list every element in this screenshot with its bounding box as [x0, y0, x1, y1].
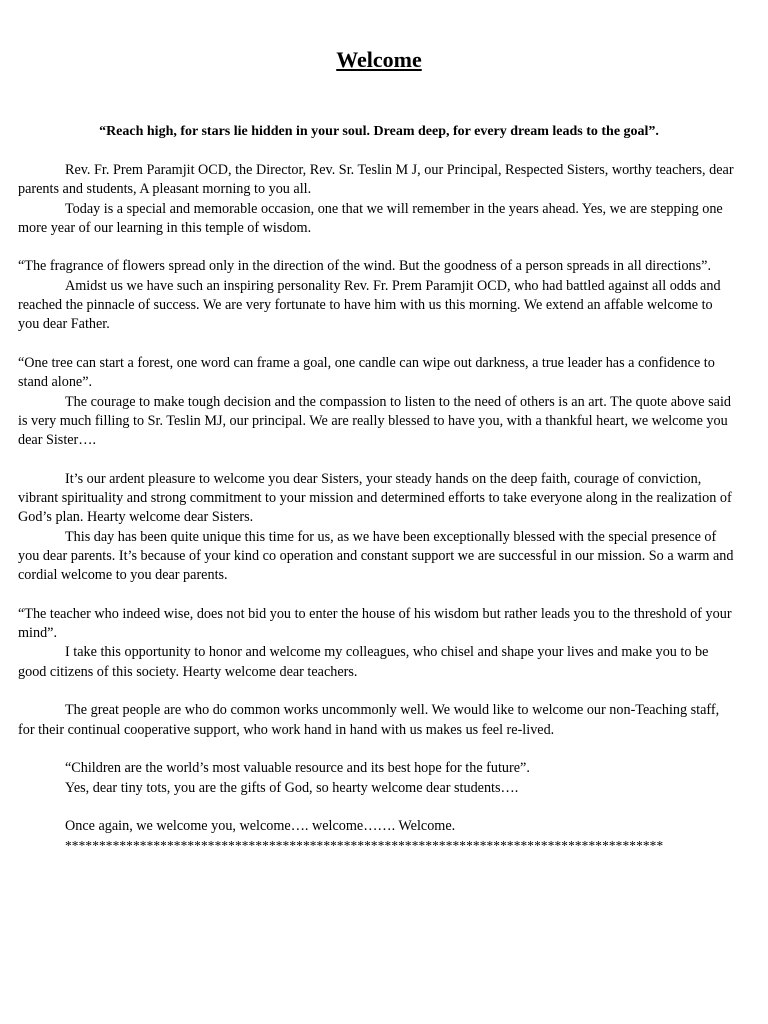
- asterisk-divider: ****************************************************************************************: [65, 838, 664, 854]
- spacer: [18, 798, 736, 817]
- leader-quote: “One tree can start a forest, one word can frame a goal, one candle can wipe out darkness, a true leader has a confidence to stand alone”.: [18, 354, 715, 391]
- spacer: [18, 586, 736, 605]
- fragrance-quote: “The fragrance of flowers spread only in the direction of the wind. But the goodness of a person spreads in all directions”.: [18, 258, 712, 275]
- spacer: [18, 335, 736, 354]
- greeting-paragraph: Rev. Fr. Prem Paramjit OCD, the Director, Rev. Sr. Teslin M J, our Principal, Respected Sisters, worthy teachers, dear parents and students, A pleasant morning to you all.: [18, 162, 734, 198]
- director-welcome-paragraph: Amidst us we have such an inspiring personality Rev. Fr. Prem Paramjit OCD, who had battled against all odds and reached the pinnacle of success. We are very fortunate to have him with us this morning. We extend an affable welcome to you dear Father.: [18, 277, 721, 333]
- spacer: [18, 450, 736, 469]
- staff-welcome-paragraph: The great people are who do common works uncommonly well. We would like to welcome our non-Teaching staff, for their continual cooperative support, who work hand in hand with us makes us feel re-lived.: [18, 702, 720, 738]
- parents-welcome-paragraph: This day has been quite unique this time for us, as we have been exceptionally blessed with the special presence of you dear parents. It’s because of your kind co operation and constant support we are successful in our mission. So a warm and cordial welcome to you dear parents.: [18, 528, 734, 584]
- closing-paragraph: Once again, we welcome you, welcome…. welcome……. Welcome.: [65, 818, 456, 835]
- principal-welcome-paragraph: The courage to make tough decision and the compassion to listen to the need of others is an art. The quote above said is very much filling to Sr. Teslin MJ, our principal. We are really blessed to have you, with a thankful heart, we welcome you dear Sister….: [18, 393, 731, 449]
- spacer: [18, 682, 736, 701]
- children-quote: “Children are the world’s most valuable resource and its best hope for the future”.: [65, 760, 530, 777]
- teachers-welcome-paragraph: I take this opportunity to honor and welcome my colleagues, who chisel and shape your lives and make you to be good citizens of this society. Hearty welcome dear teachers.: [18, 644, 709, 680]
- teacher-quote: “The teacher who indeed wise, does not bid you to enter the house of his wisdom but rather leads you to the threshold of your mind”.: [18, 605, 732, 642]
- spacer: [18, 238, 736, 257]
- speech-body: [18, 161, 736, 856]
- occasion-paragraph: Today is a special and memorable occasion, one that we will remember in the years ahead. Yes, we are stepping one more year of our learning in this temple of wisdom.: [18, 200, 723, 236]
- opening-quote: “Reach high, for stars lie hidden in your soul. Dream deep, for every dream leads to the goal”.: [99, 124, 659, 139]
- spacer: [18, 740, 736, 759]
- page-title: Welcome: [336, 47, 422, 72]
- students-welcome-paragraph: Yes, dear tiny tots, you are the gifts of God, so hearty welcome dear students….: [65, 779, 519, 796]
- sisters-welcome-paragraph: It’s our ardent pleasure to welcome you dear Sisters, your steady hands on the deep faith, courage of conviction, vibrant spirituality and strong commitment to your mission and determined efforts to take everyone along in the realization of God’s plan. Hearty welcome dear Sisters.: [18, 470, 732, 526]
